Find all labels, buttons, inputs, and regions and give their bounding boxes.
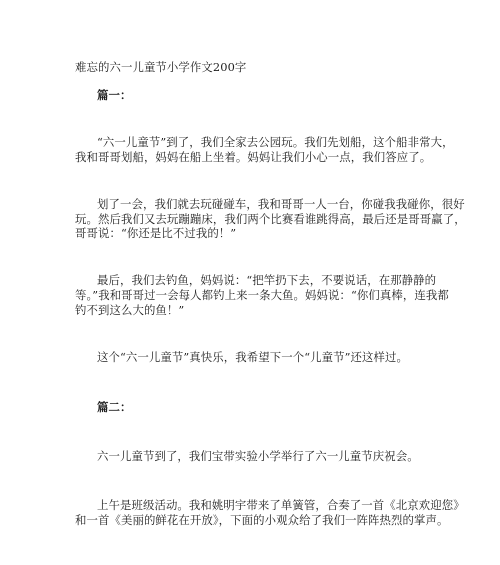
paragraph-line: 钓不到这么大的鱼！” xyxy=(75,303,185,317)
section-heading-2: 篇二： xyxy=(97,400,132,414)
paragraph-line: 玩。然后我们又去玩蹦蹦床，我们两个比赛看谁跳得高，最后还是哥哥赢了， xyxy=(75,212,466,226)
section-heading-1: 篇一： xyxy=(97,88,132,102)
paragraph-line: 划了一会，我们就去玩碰碰车，我和哥哥一人一台，你碰我我碰你，很好 xyxy=(97,197,465,211)
paragraph-line: 等。”我和哥哥过一会每人都钓上来一条大鱼。妈妈说：“你们真棒，连我都 xyxy=(75,288,449,302)
paragraph-line: “六一儿童节”到了，我们全家去公园玩。我们先划船，这个船非常大， xyxy=(97,135,454,149)
document-title: 难忘的六一儿童节小学作文200字 xyxy=(75,60,247,74)
paragraph-line: 六一儿童节到了，我们宝带实验小学举行了六一儿童节庆祝会。 xyxy=(97,449,419,463)
paragraph-line: 我和哥哥划船，妈妈在船上坐着。妈妈让我们小心一点，我们答应了。 xyxy=(75,150,432,164)
paragraph-line: 这个“六一儿童节”真快乐，我希望下一个“儿童节”还这样过。 xyxy=(97,350,408,364)
paragraph-line: 哥哥说：“你还是比不过我的！” xyxy=(75,226,237,240)
paragraph-line: 上午是班级活动。我和姚明宇带来了单簧管，合奏了一首《北京欢迎您》 xyxy=(97,498,465,512)
paragraph-line: 最后，我们去钓鱼，妈妈说：“把竿扔下去，不要说话，在那静静的 xyxy=(97,273,437,287)
paragraph-line: 和一首《美丽的鲜花在开放》，下面的小观众给了我们一阵阵热烈的掌声。 xyxy=(75,513,449,527)
